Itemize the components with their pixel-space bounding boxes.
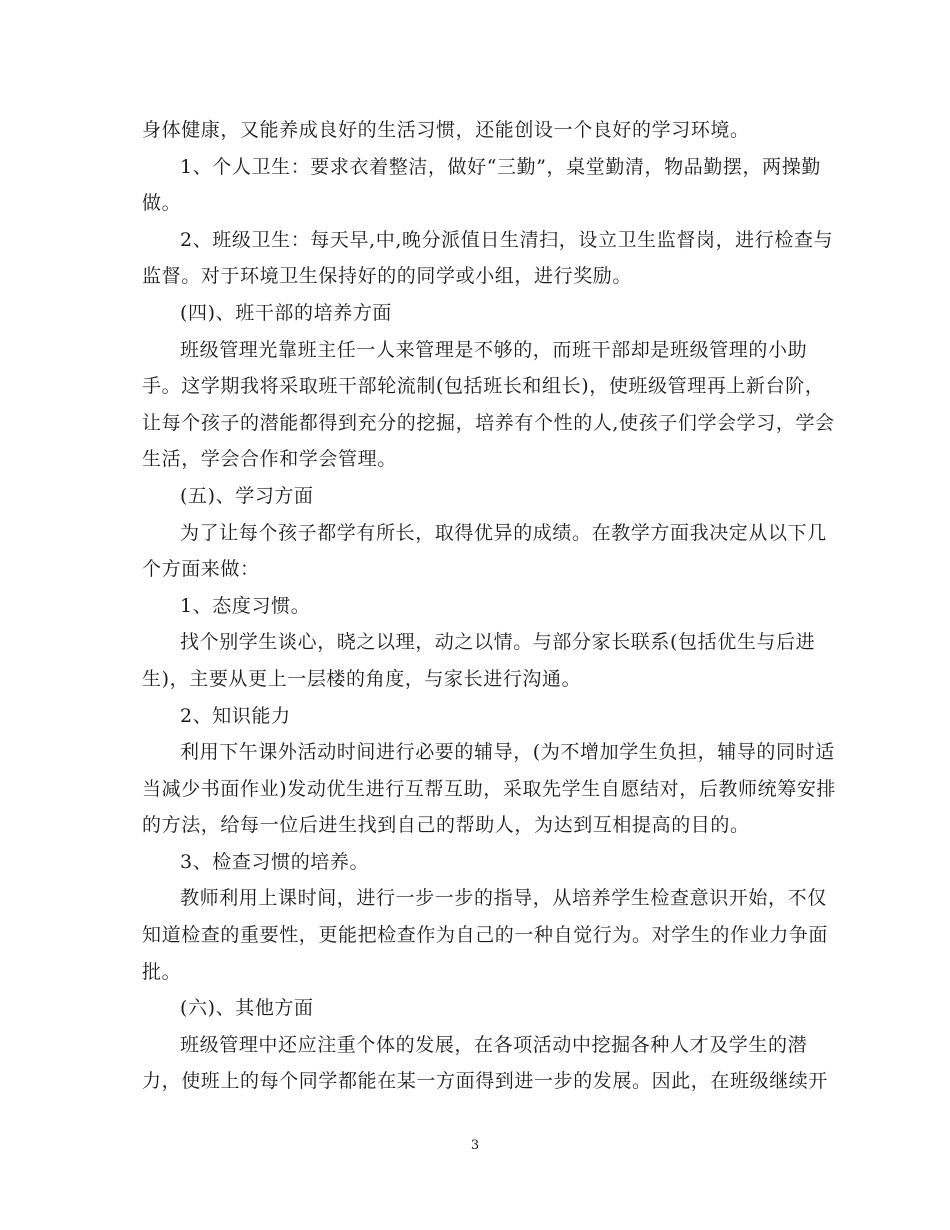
text-line: 个方面来做：: [142, 558, 260, 581]
text-line: 监督。对于环境卫生保持好的的同学或小组，进行奖励。: [142, 265, 633, 288]
text-line: 生)，主要从更上一层楼的角度，与家长进行沟通。: [142, 667, 582, 690]
text-line: 班级管理中还应注重个体的发展，在各项活动中挖掘各种人才及学生的潜: [180, 1033, 808, 1056]
subsection-heading: 1、态度习惯。: [180, 594, 311, 617]
text-line: 身体健康，又能养成良好的生活习惯，还能创设一个良好的学习环境。: [142, 119, 750, 141]
text-line: 生活，学会合作和学会管理。: [142, 448, 397, 471]
text-line: 为了让每个孩子都学有所长，取得优异的成绩。在教学方面我决定从以下几: [180, 521, 827, 544]
section-heading: (六)、其他方面: [180, 997, 314, 1020]
text-line: 当减少书面作业)发动优生进行互帮互助，采取先学生自愿结对，后教师统筹安排: [142, 777, 837, 800]
document-body: [142, 116, 837, 1104]
section-heading: (四)、班干部的培养方面: [180, 301, 393, 324]
text-line: 找个别学生谈心，晓之以理，动之以情。与部分家长联系(包括优生与后进: [180, 631, 816, 654]
text-line: 班级管理光靠班主任一人来管理是不够的，而班干部却是班级管理的小助: [180, 338, 808, 361]
subsection-heading: 3、检查习惯的培养。: [180, 850, 370, 873]
text-line: 的方法，给每一位后进生找到自己的帮助人，为达到互相提高的目的。: [142, 814, 750, 837]
text-line: 让每个孩子的潜能都得到充分的挖掘，培养有个性的人,使孩子们学会学习，学会: [142, 411, 835, 434]
text-line: 批。: [142, 960, 182, 983]
text-line: 2、班级卫生：每天早,中,晚分派值日生清扫，设立卫生监督岗，进行检查与: [180, 228, 834, 251]
text-line: 利用下午课外活动时间进行必要的辅导，(为不增加学生负担，辅导的同时适: [180, 741, 835, 764]
text-line: 知道检查的重要性，更能把检查作为自己的一种自觉行为。对学生的作业力争面: [142, 924, 829, 947]
subsection-heading: 2、知识能力: [180, 704, 291, 727]
text-line: 1、个人卫生：要求衣着整洁，做好“三勤”，桌堂勤清，物品勤摆，两操勤: [180, 155, 821, 178]
text-line: 教师利用上课时间，进行一步一步的指导，从培养学生检查意识开始，不仅: [180, 887, 827, 910]
text-line: 做。: [142, 192, 182, 215]
text-line: 手。这学期我将采取班干部轮流制(包括班长和组长)，使班级管理再上新台阶，: [142, 375, 825, 398]
page-number: 3: [470, 1138, 480, 1153]
text-line: 力，使班上的每个同学都能在某一方面得到进一步的发展。因此，在班级继续开: [142, 1070, 829, 1093]
section-heading: (五)、学习方面: [180, 484, 314, 507]
